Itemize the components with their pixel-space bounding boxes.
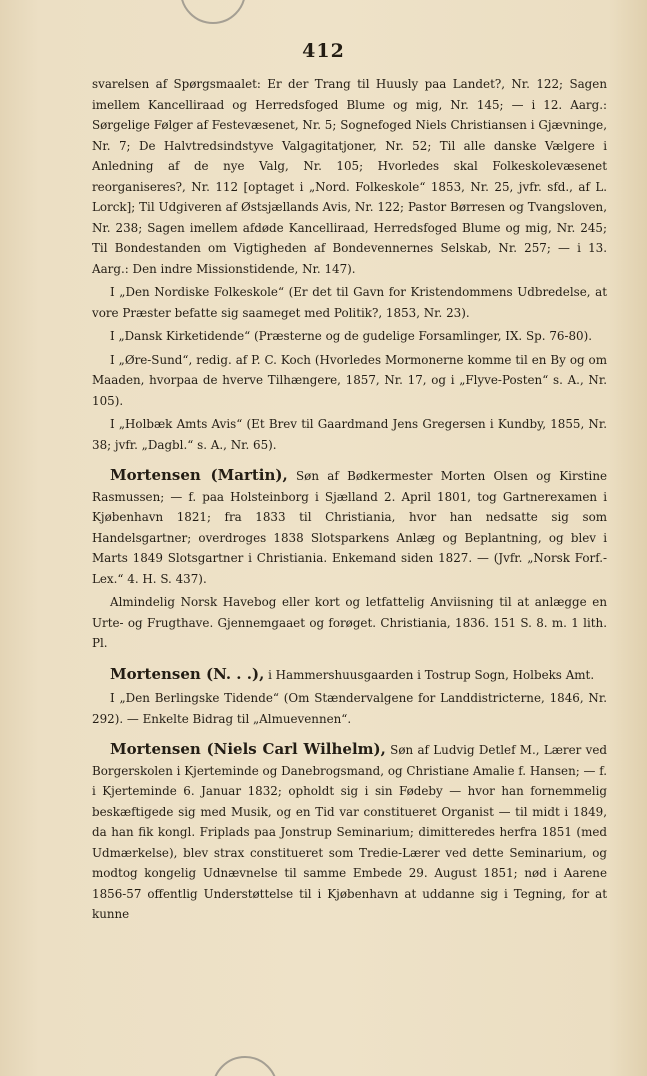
- entry-headword: Mortensen (Niels Carl Wilhelm),: [110, 740, 386, 758]
- binding-ring-bottom: [212, 1056, 278, 1076]
- paragraph-ore-sund: I „Øre-Sund“, redig. af P. C. Koch (Hvorledes Mormonerne komme til en By og om Maaden, hvorpaa de hverve Tilhængere, 1857, Nr. 17, og i „Flyve-Posten“ s. A., Nr. 105).: [92, 352, 607, 408]
- paragraph-holbaek-amts-avis: I „Holbæk Amts Avis“ (Et Brev til Gaardmand Jens Gregersen i Kundby, 1855, Nr. 38; jvfr. „Dagbl.“ s. A., Nr. 65).: [92, 417, 607, 452]
- entry-work: I „Den Berlingske Tidende“ (Om Stændervalgene for Landdistricterne, 1846, Nr. 292). — Enkelte Bidrag til „Almuevennen“.: [92, 691, 607, 726]
- entry-niels-carl-wilhelm-mortensen: [92, 739, 607, 925]
- entry-body: Søn af Bødkermester Morten Olsen og Kirstine Rasmussen; — f. paa Holsteinborg i Sjælland 2. April 1801, tog Gartnerexamen i Kjøbenhavn 1821; fra 1833 til Christiania, hvor han nedsatte sig som Handelsgartner; overdroges 1838 Slotsparkens Anlæg og Beplantning, og blev i Marts 1849 Slotsgartner i Christiania. Enkemand siden 1827. — (Jvfr. „Norsk Forf.-Lex.“ 4. H. S. 437).: [92, 469, 608, 586]
- entry-n-mortensen: [92, 664, 607, 686]
- paragraph-dansk-kirketidende: I „Dansk Kirketidende“ (Præsterne og de gudelige Forsamlinger, IX. Sp. 76-80).: [110, 329, 593, 343]
- entry-body: Søn af Ludvig Detlef M., Lærer ved Borgerskolen i Kjerteminde og Danebrogsmand, og Christiane Amalie f. Hansen; — f. i Kjerteminde 6. Januar 1832; opholdt sig i sin Fødeby — hvor han fornemmelig beskæftigede sig med Musik, og en Tid var constitueret Organist — til midt i 1849, da han fik kongl. Friplads paa Jonstrup Seminarium; dimitteredes herfra 1851 (med Udmærkelse), blev strax constitueret som Tredie-Lærer ved dette Seminarium, og modtog kongelig Udnævnelse til samme Embede 29. August 1851; nød i Aarene 1856-57 offentlig Understøttelse til i Kjøbenhavn at uddanne sig i Tegning, for at kunne: [92, 743, 608, 921]
- paragraph-nordiske-folkeskole: I „Den Nordiske Folkeskole“ (Er det til Gavn for Kristendommens Udbredelse, at vore Præster befatte sig saameget med Politik?, 1853, Nr. 23).: [92, 285, 607, 320]
- page-text: [92, 74, 607, 928]
- paragraph-continuation: svarelsen af Spørgsmaalet: Er der Trang til Huusly paa Landet?, Nr. 122; Sagen imellem Kancelliraad og Herredsfoged Blume og mig, Nr. 145; — i 12. Aarg.: Sørgelige Følger af Festevæsenet, Nr. 5; Sognefoged Niels Christiansen i Gjævninge, Nr. 7; De Halvtredsindstyve Valgagitatjoner, Nr. 52; Til alle danske Vælgere i Anledning af de nye Valg, Nr. 105; Hvorledes skal Folkeskolevæsenet reorganiseres?, Nr. 112 [optaget i „Nord. Folkeskole“ 1853, Nr. 25, jvfr. sfd., af L. Lorck]; Til Udgiveren af Østsjællands Avis, Nr. 122; Pastor Børresen og Tvangsloven, Nr. 238; Sagen imellem afdøde Kancelliraad, Herredsfoged Blume og mig, Nr. 245; Til Bondestanden om Vigtigheden af Bondevennernes Selskab, Nr. 257; — i 13. Aarg.: Den indre Missionstidende, Nr. 147).: [92, 77, 607, 276]
- entry-body: i Hammershuusgaarden i Tostrup Sogn, Holbeks Amt.: [268, 667, 595, 682]
- entry-headword: Mortensen (N. . .),: [110, 664, 265, 683]
- entry-martin-mortensen: [92, 465, 607, 589]
- binding-ring-top: [180, 0, 246, 24]
- entry-headword: Mortensen (Martin),: [110, 466, 288, 484]
- entry-work: Almindelig Norsk Havebog eller kort og letfattelig Anviisning til at anlægge en Urte- og Frugthave. Gjennemgaaet og forøget. Christiania, 1836. 151 S. 8. m. 1 lith. Pl.: [92, 595, 607, 650]
- page-number: 412: [302, 40, 345, 62]
